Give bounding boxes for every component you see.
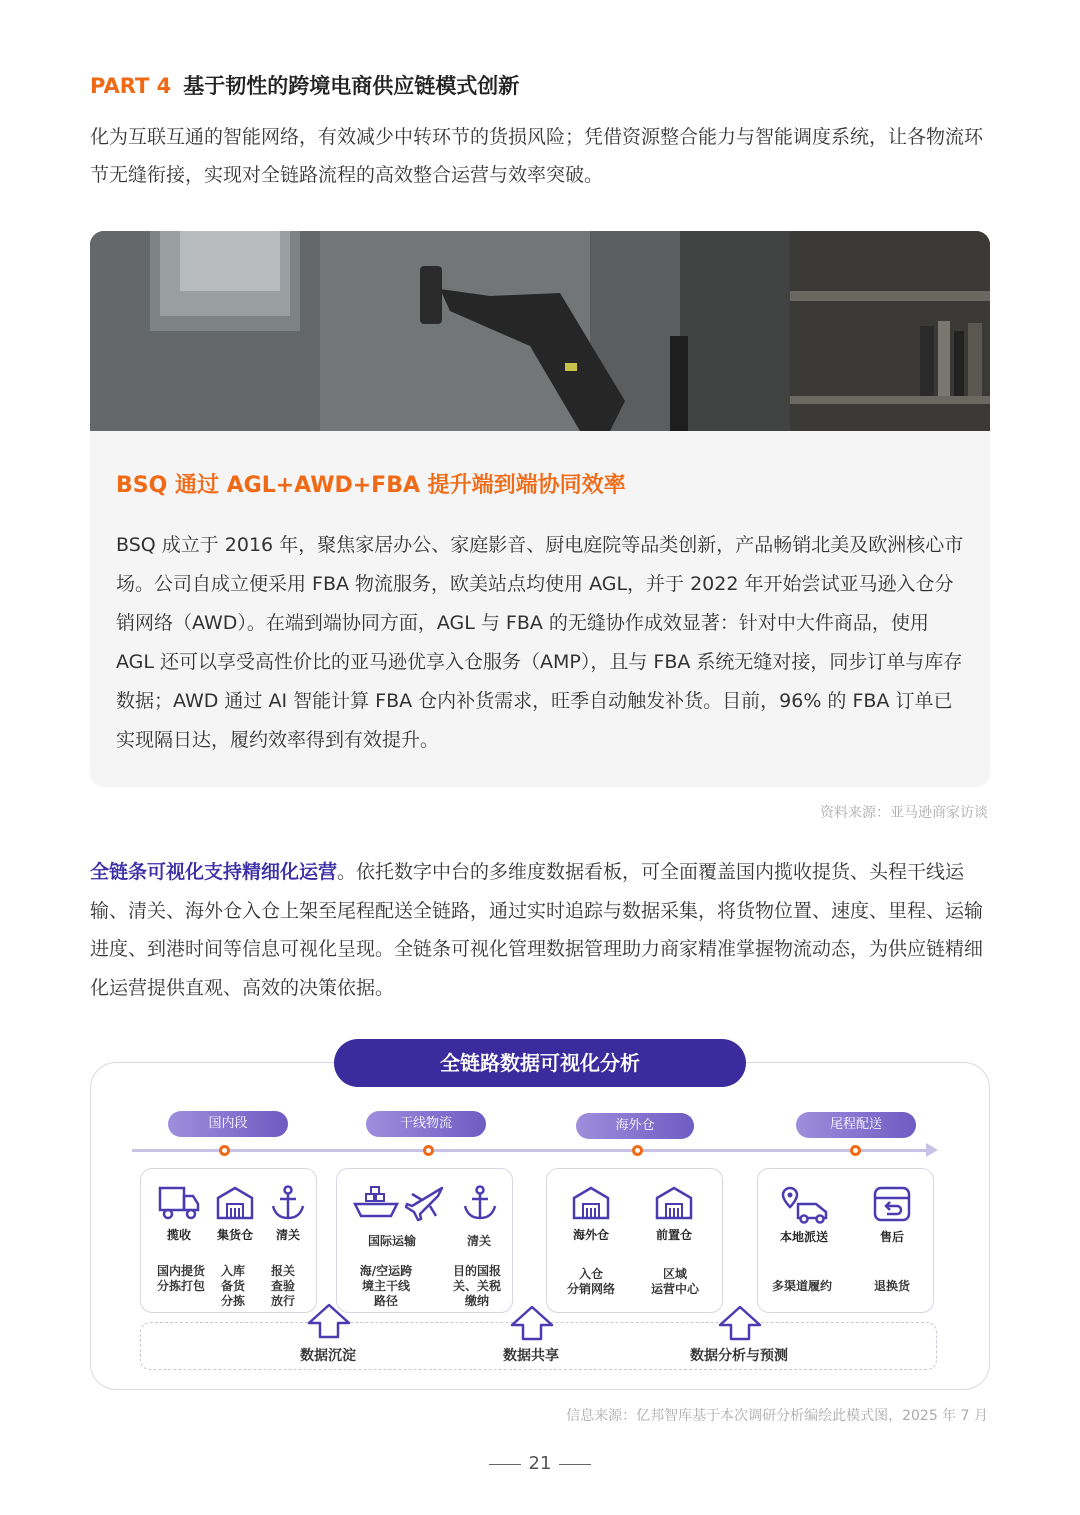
delivery-van-icon bbox=[776, 1184, 832, 1224]
case-card bbox=[90, 231, 990, 787]
anchor-icon bbox=[460, 1184, 500, 1222]
case-title: BSQ 通过 AGL+AWD+FBA 提升端到端协同效率 bbox=[116, 473, 626, 498]
segment-domestic: 国内段 bbox=[168, 1111, 288, 1137]
paragraph-text: 。依托数字中台的多维度数据看板，可全面覆盖国内揽收提货、头程干线运输、清关、海外仓入仓上架至尾程配送全链路，通过实时追踪与数据采集，将货物位置、速度、里程、运输进度、到港时间等信息可视化呈现。全链条可视化管理数据管理助力商家精准掌握物流动态，为供应链精细化运营提供直观、高效的决策依据。 bbox=[90, 861, 984, 999]
section-header bbox=[90, 70, 519, 100]
sub-customs: 报关 查验 放行 bbox=[270, 1264, 295, 1308]
front-warehouse-item: 前置仓 bbox=[646, 1184, 702, 1243]
customs2-item bbox=[458, 1184, 502, 1222]
timeline-dot bbox=[632, 1145, 643, 1156]
label-data-analysis: 数据分析与预测 bbox=[690, 1348, 788, 1364]
page-number bbox=[0, 1453, 1080, 1474]
label-intl-transport: 国际运输 bbox=[367, 1234, 416, 1248]
sub-front: 区域 运营中心 bbox=[650, 1267, 699, 1296]
sub-pickup: 国内提货 分拣打包 bbox=[156, 1264, 205, 1293]
timeline-dot bbox=[423, 1145, 434, 1156]
airplane-icon bbox=[404, 1184, 446, 1222]
up-arrow-icon bbox=[716, 1305, 764, 1341]
plane-item bbox=[403, 1184, 447, 1222]
timeline-dot bbox=[850, 1145, 861, 1156]
visualization-paragraph bbox=[90, 853, 995, 1007]
segment-trunk: 干线物流 bbox=[366, 1111, 486, 1137]
case-photo bbox=[90, 231, 990, 431]
consolidate-item: 集货仓 bbox=[211, 1184, 259, 1243]
return-box-icon bbox=[871, 1184, 913, 1224]
segment-overseas: 海外仓 bbox=[576, 1113, 694, 1139]
label-data-sharing: 数据共享 bbox=[503, 1348, 559, 1364]
up-arrow-icon bbox=[508, 1305, 556, 1341]
truck-icon bbox=[157, 1184, 201, 1222]
sub-consolidate: 入库 备货 分拣 bbox=[220, 1264, 245, 1308]
sub-overseas: 入仓 分销网络 bbox=[566, 1267, 615, 1296]
timeline-dot bbox=[219, 1145, 230, 1156]
page-number-text: 21 bbox=[528, 1453, 552, 1474]
local-delivery-item: 本地派送 bbox=[772, 1184, 836, 1245]
page-rule-right bbox=[559, 1464, 591, 1465]
case-source: 资料来源：亚马逊商家访谈 bbox=[820, 805, 988, 821]
label-data-sediment: 数据沉淀 bbox=[300, 1348, 356, 1364]
timeline-line bbox=[132, 1149, 928, 1152]
overseas-warehouse-item: 海外仓 bbox=[563, 1184, 619, 1243]
intro-paragraph: 化为互联互通的智能网络，有效减少中转环节的货损风险；凭借资源整合能力与智能调度系统，让各物流环节无缝衔接，实现对全链路流程的高效整合运营与效率突破。 bbox=[90, 126, 984, 186]
pickup-item: 揽收 bbox=[155, 1184, 203, 1243]
ship-item bbox=[348, 1184, 404, 1222]
diagram-title: 全链路数据可视化分析 bbox=[334, 1039, 746, 1087]
sub-customs2: 目的国报 关、关税 缴纳 bbox=[452, 1264, 501, 1308]
section-title: 基于韧性的跨境电商供应链模式创新 bbox=[183, 74, 520, 98]
anchor-icon bbox=[268, 1184, 308, 1222]
warehouse-icon bbox=[571, 1184, 611, 1222]
paragraph-highlight: 全链条可视化支持精细化运营 bbox=[90, 861, 338, 883]
sub-aftersale: 退换货 bbox=[873, 1279, 910, 1293]
part-label: PART 4 bbox=[90, 74, 172, 98]
warehouse-icon bbox=[215, 1184, 255, 1222]
segment-lastmile: 尾程配送 bbox=[796, 1112, 916, 1138]
aftersale-item: 售后 bbox=[866, 1184, 918, 1245]
sub-intl: 海/空运跨 境主干线 路径 bbox=[359, 1264, 413, 1308]
label-customs2: 清关 bbox=[466, 1234, 491, 1248]
case-body: BSQ 成立于 2016 年，聚焦家居办公、家庭影音、厨电庭院等品类创新，产品畅销北美及欧洲核心市场。公司自成立便采用 FBA 物流服务，欧美站点均使用 AGL，并于 2022 年开始尝试亚马逊入仓分销网络（AWD）。在端到端协同方面，AGL 与 FBA 的无缝协作成效显著：针对中大件商品，使用 AGL 还可以享受高性价比的亚马逊优享入仓服务（AMP），且与 FBA 系统无缝对接，同步订单与库存数据；AWD 通过 AI 智能计算 FBA 仓内补货需求，旺季自动触发补货。目前，96% 的 FBA 订单已实现隔日达，履约效率得到有效提升。 bbox=[116, 534, 964, 751]
monitor-arm-photo bbox=[90, 231, 990, 431]
customs-item: 清关 bbox=[266, 1184, 310, 1243]
warehouse-icon bbox=[654, 1184, 694, 1222]
sub-local: 多渠道履约 bbox=[771, 1279, 832, 1293]
timeline-arrowhead bbox=[926, 1143, 938, 1157]
up-arrow-icon bbox=[305, 1303, 353, 1339]
page-rule-left bbox=[489, 1464, 521, 1465]
diagram-source: 信息来源：亿邦智库基于本次调研分析编绘此模式图，2025 年 7 月 bbox=[566, 1408, 988, 1424]
cargo-ship-icon bbox=[352, 1184, 400, 1222]
